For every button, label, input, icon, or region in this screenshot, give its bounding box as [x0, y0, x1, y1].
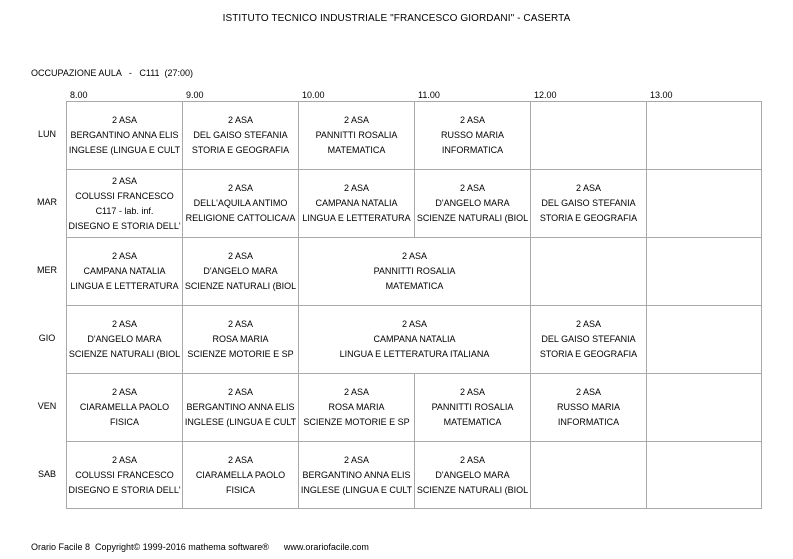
- class-name: 2 ASA: [227, 251, 254, 261]
- lesson-detail: SCIENZE NATURALI (BIOL: [68, 349, 181, 359]
- class-name: 2 ASA: [401, 251, 428, 261]
- lesson-cell: [415, 374, 530, 441]
- lesson-cell: [183, 442, 298, 509]
- lesson-detail: LINGUA E LETTERATURA: [302, 213, 411, 223]
- class-name: 2 ASA: [111, 251, 138, 261]
- day-label: LUN: [37, 129, 56, 139]
- lesson-detail: BERGANTINO ANNA ELIS: [302, 470, 411, 480]
- day-label: SAB: [37, 469, 56, 479]
- lesson-detail: CAMPANA NATALIA: [315, 198, 398, 208]
- class-name: 2 ASA: [111, 175, 138, 186]
- lesson-detail: D'ANGELO MARA: [203, 266, 278, 276]
- lesson-detail: CAMPANA NATALIA: [373, 334, 456, 344]
- lesson-detail: MATEMATICA: [327, 145, 386, 155]
- lesson-detail: INFORMATICA: [441, 145, 504, 155]
- lesson-cell: [67, 306, 182, 373]
- hour-label: 11.00: [418, 90, 440, 100]
- lesson-cell: [299, 374, 414, 441]
- lesson-detail: DEL GAISO STEFANIA: [193, 130, 288, 140]
- empty-cell: [647, 442, 762, 509]
- lesson-detail: CIARAMELLA PAOLO: [79, 402, 170, 412]
- lesson-detail: CAMPANA NATALIA: [83, 266, 166, 276]
- day-label: VEN: [37, 401, 57, 411]
- lesson-cell: [415, 102, 530, 169]
- lesson-cell: [299, 238, 530, 305]
- lesson-detail: RELIGIONE CATTOLICA/A: [185, 213, 296, 223]
- lesson-detail: FISICA: [109, 417, 139, 427]
- lesson-detail: PANNITTI ROSALIA: [373, 266, 456, 276]
- class-name: 2 ASA: [459, 115, 486, 125]
- lesson-detail: CIARAMELLA PAOLO: [195, 470, 286, 480]
- lesson-detail: INGLESE (LINGUA E CULT: [300, 485, 413, 495]
- lesson-detail: SCIENZE MOTORIE E SP: [187, 349, 294, 359]
- page-title: ISTITUTO TECNICO INDUSTRIALE "FRANCESCO GIORDANI" - CASERTA: [222, 13, 571, 24]
- lesson-detail: D'ANGELO MARA: [435, 470, 510, 480]
- class-name: 2 ASA: [575, 183, 602, 193]
- lesson-detail: MATEMATICA: [443, 417, 502, 427]
- class-name: 2 ASA: [227, 115, 254, 125]
- lesson-cell: [299, 102, 414, 169]
- lesson-cell: [67, 170, 182, 237]
- lesson-detail: DEL GAISO STEFANIA: [541, 334, 636, 344]
- lesson-detail: STORIA E GEOGRAFIA: [539, 349, 638, 359]
- lesson-detail: SCIENZE NATURALI (BIOL: [416, 485, 529, 495]
- lesson-detail: BERGANTINO ANNA ELIS: [70, 130, 179, 140]
- footer-copyright: Orario Facile 8 Copyright© 1999-2016 mathema software® www.orariofacile.com: [31, 542, 369, 552]
- class-name: 2 ASA: [343, 183, 370, 193]
- class-name: 2 ASA: [459, 387, 486, 397]
- class-name: 2 ASA: [111, 115, 138, 125]
- class-name: 2 ASA: [227, 455, 254, 465]
- lesson-detail: COLUSSI FRANCESCO: [75, 190, 174, 201]
- lesson-detail: DISEGNO E STORIA DELL': [68, 485, 181, 495]
- class-name: 2 ASA: [227, 319, 254, 329]
- class-name: 2 ASA: [401, 319, 428, 329]
- class-name: 2 ASA: [575, 387, 602, 397]
- empty-cell: [531, 102, 646, 169]
- lesson-detail: INFORMATICA: [557, 417, 620, 427]
- lesson-cell: [67, 238, 182, 305]
- lesson-detail: D'ANGELO MARA: [87, 334, 162, 344]
- hour-label: 10.00: [302, 90, 325, 100]
- class-name: 2 ASA: [343, 455, 370, 465]
- empty-cell: [647, 102, 762, 169]
- lesson-detail: LINGUA E LETTERATURA: [70, 281, 179, 291]
- lesson-detail: DEL GAISO STEFANIA: [541, 198, 636, 208]
- class-name: 2 ASA: [575, 319, 602, 329]
- lesson-cell: [531, 306, 646, 373]
- lesson-detail: BERGANTINO ANNA ELIS: [186, 402, 295, 412]
- lesson-detail: SCIENZE NATURALI (BIOL: [184, 281, 297, 291]
- lesson-cell: [67, 374, 182, 441]
- class-name: 2 ASA: [343, 387, 370, 397]
- timetable-grid: [66, 101, 762, 509]
- lesson-detail: D'ANGELO MARA: [435, 198, 510, 208]
- lesson-detail: PANNITTI ROSALIA: [431, 402, 514, 412]
- lesson-detail: FISICA: [225, 485, 255, 495]
- lesson-detail: MATEMATICA: [385, 281, 444, 291]
- lesson-detail: SCIENZE MOTORIE E SP: [303, 417, 410, 427]
- lesson-detail: DELL'AQUILA ANTIMO: [193, 198, 288, 208]
- lesson-cell: [183, 238, 298, 305]
- class-name: 2 ASA: [459, 183, 486, 193]
- empty-cell: [647, 170, 762, 237]
- lesson-cell: [415, 170, 530, 237]
- lesson-detail: COLUSSI FRANCESCO: [75, 470, 174, 480]
- lesson-cell: [531, 374, 646, 441]
- class-name: 2 ASA: [111, 319, 138, 329]
- class-name: 2 ASA: [111, 387, 138, 397]
- lesson-cell: [415, 442, 530, 509]
- lesson-detail: PANNITTI ROSALIA: [315, 130, 398, 140]
- lesson-detail: DISEGNO E STORIA DELL': [68, 220, 181, 231]
- empty-cell: [647, 306, 762, 373]
- lesson-detail: STORIA E GEOGRAFIA: [191, 145, 290, 155]
- empty-cell: [647, 374, 762, 441]
- lesson-cell: [531, 170, 646, 237]
- class-name: 2 ASA: [227, 183, 254, 193]
- lesson-detail: STORIA E GEOGRAFIA: [539, 213, 638, 223]
- lesson-detail: SCIENZE NATURALI (BIOL: [416, 213, 529, 223]
- lesson-detail: INGLESE (LINGUA E CULT: [184, 417, 297, 427]
- day-label: GIO: [38, 333, 56, 343]
- hour-label: 12.00: [534, 90, 557, 100]
- lesson-detail: RUSSO MARIA: [440, 130, 504, 140]
- lesson-cell: [67, 442, 182, 509]
- lesson-detail: ROSA MARIA: [328, 402, 385, 412]
- lesson-cell: [183, 306, 298, 373]
- hour-label: 9.00: [186, 90, 204, 100]
- lesson-detail: INGLESE (LINGUA E CULT: [68, 145, 181, 155]
- lesson-cell: [183, 102, 298, 169]
- lesson-cell: [183, 170, 298, 237]
- room-occupancy-subtitle: OCCUPAZIONE AULA - C111 (27:00): [31, 68, 194, 78]
- class-name: 2 ASA: [227, 387, 254, 397]
- day-label: MER: [37, 265, 57, 275]
- empty-cell: [531, 238, 646, 305]
- empty-cell: [531, 442, 646, 509]
- lesson-detail: C117 - lab. inf.: [95, 205, 154, 216]
- hour-label: 8.00: [70, 90, 88, 100]
- lesson-cell: [299, 442, 414, 509]
- class-name: 2 ASA: [459, 455, 486, 465]
- lesson-detail: ROSA MARIA: [212, 334, 269, 344]
- class-name: 2 ASA: [343, 115, 370, 125]
- lesson-cell: [299, 306, 530, 373]
- class-name: 2 ASA: [111, 455, 138, 465]
- lesson-cell: [67, 102, 182, 169]
- lesson-cell: [299, 170, 414, 237]
- lesson-cell: [183, 374, 298, 441]
- lesson-detail: LINGUA E LETTERATURA ITALIANA: [339, 349, 490, 359]
- day-label: MAR: [37, 197, 57, 207]
- empty-cell: [647, 238, 762, 305]
- hour-label: 13.00: [650, 90, 673, 100]
- lesson-detail: RUSSO MARIA: [556, 402, 620, 412]
